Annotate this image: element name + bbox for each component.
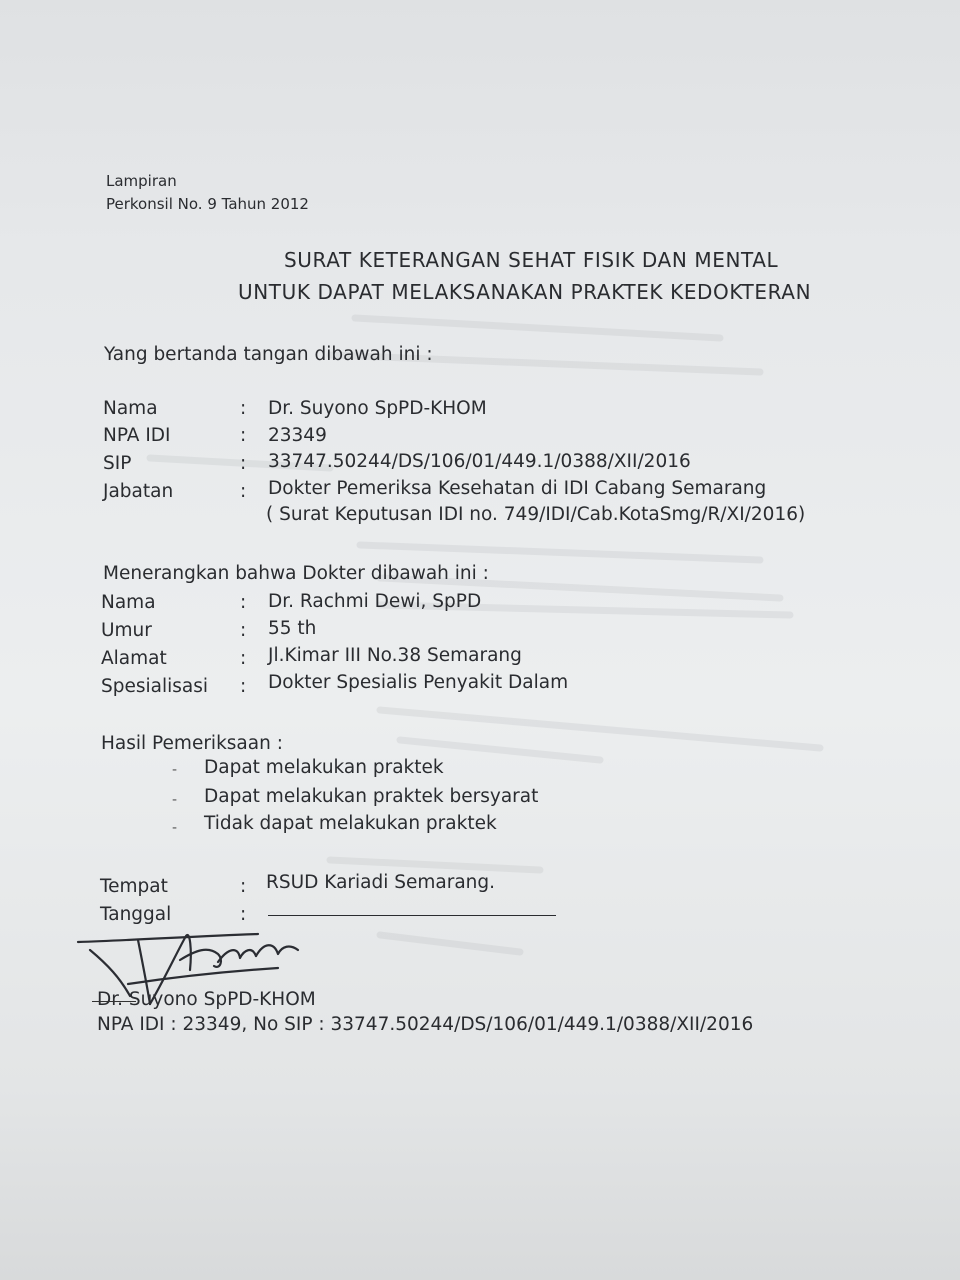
signatory-name-text: Suyono SpPD-KHOM: [123, 989, 316, 1010]
subject-specialization-label: Spesialisasi: [101, 676, 209, 697]
signatory-registration: NPA IDI : 23349, No SIP : 33747.50244/DS/106/01/449.1/0388/XII/2016: [97, 1014, 754, 1035]
colon: :: [240, 592, 247, 613]
date-label: Tanggal: [100, 904, 172, 925]
place-value: RSUD Kariadi Semarang.: [266, 872, 496, 893]
subject-address-value: Jl.Kimar III No.38 Semarang: [268, 645, 522, 666]
signatory-name: [97, 989, 316, 1010]
colon: :: [240, 904, 247, 925]
strikethrough-mark: [92, 1001, 136, 1002]
signer-intro: Yang bertanda tangan dibawah ini :: [104, 344, 433, 365]
result-option: Dapat melakukan praktek bersyarat: [204, 786, 539, 807]
signer-sip-value: 33747.50244/DS/106/01/449.1/0388/XII/2016: [268, 451, 691, 472]
regulation-reference: Perkonsil No. 9 Tahun 2012: [106, 195, 309, 213]
subject-address-label: Alamat: [101, 648, 167, 669]
signer-sip-label: SIP: [103, 453, 132, 474]
signer-decree-reference: ( Surat Keputusan IDI no. 749/IDI/Cab.KotaSmg/R/XI/2016): [266, 504, 806, 525]
signer-name-label: Nama: [103, 398, 158, 419]
signer-name-value: Dr. Suyono SpPD-KHOM: [268, 398, 487, 419]
attachment-label: Lampiran: [106, 172, 177, 190]
colon: :: [240, 425, 247, 446]
list-bullet: -: [172, 820, 178, 836]
place-label: Tempat: [100, 876, 168, 897]
colon: :: [240, 648, 247, 669]
subject-name-value: Dr. Rachmi Dewi, SpPD: [268, 591, 482, 612]
colon: :: [240, 676, 247, 697]
subject-name-label: Nama: [101, 592, 156, 613]
list-bullet: -: [172, 792, 178, 808]
document-title-line2: UNTUK DAPAT MELAKSANAKAN PRAKTEK KEDOKTERAN: [238, 280, 812, 304]
signer-position-value: Dokter Pemeriksa Kesehatan di IDI Cabang Semarang: [268, 478, 767, 499]
result-option: Dapat melakukan praktek: [204, 757, 444, 778]
colon: :: [240, 481, 247, 502]
colon: :: [240, 620, 247, 641]
signer-npa-value: 23349: [268, 425, 327, 446]
subject-specialization-value: Dokter Spesialis Penyakit Dalam: [268, 672, 569, 693]
examination-results-heading: Hasil Pemeriksaan :: [101, 733, 283, 754]
subject-age-value: 55 th: [268, 618, 317, 639]
result-option: Tidak dapat melakukan praktek: [204, 813, 497, 834]
signer-position-label: Jabatan: [103, 481, 174, 502]
document-title-line1: SURAT KETERANGAN SEHAT FISIK DAN MENTAL: [284, 248, 779, 272]
subject-age-label: Umur: [101, 620, 152, 641]
date-blank-line: [268, 915, 556, 916]
list-bullet: -: [172, 762, 178, 778]
colon: :: [240, 398, 247, 419]
subject-intro: Menerangkan bahwa Dokter dibawah ini :: [103, 563, 489, 584]
signatory-title: Dr.: [97, 989, 124, 1010]
signer-npa-label: NPA IDI: [103, 425, 171, 446]
colon: :: [240, 453, 247, 474]
colon: :: [240, 876, 247, 897]
